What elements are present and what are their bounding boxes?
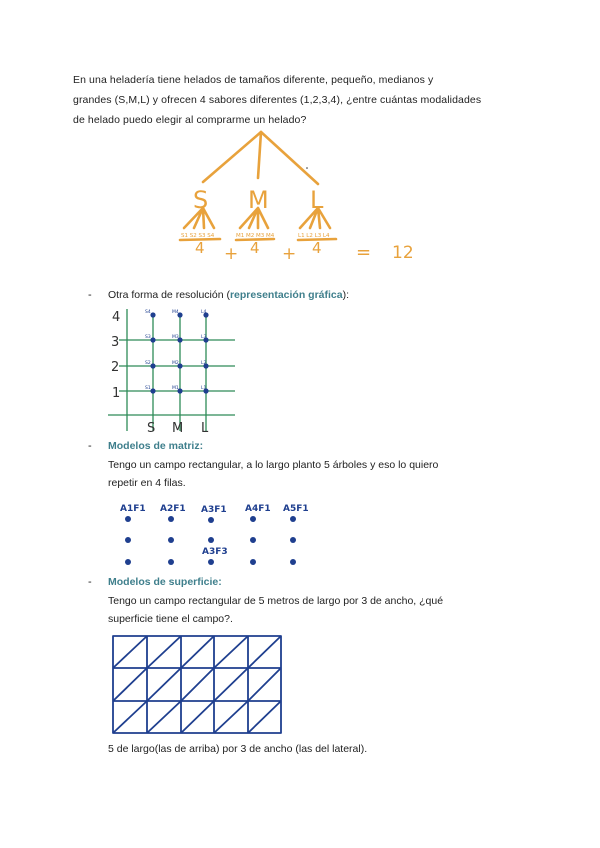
section1-text: Otra forma de resolución (	[108, 289, 230, 301]
matrix-label-5: A5F1	[283, 504, 309, 514]
tree-diagram	[170, 128, 430, 268]
grid-x-s: S	[147, 421, 156, 435]
section1-end: ):	[342, 289, 350, 301]
grid-x-m: M	[172, 421, 184, 435]
intro-line-1: En una heladería tiene helados de tamaños diferente, pequeño, medianos y	[73, 74, 434, 86]
grid-m1: M1	[172, 386, 179, 391]
intro-paragraph	[73, 70, 513, 130]
intro-line-3: de helado puedo elegir al comprarme un helado?	[73, 114, 307, 126]
tree-sub-m: M1 M2 M3 M4	[236, 233, 275, 239]
grid-x-l: L	[201, 421, 209, 435]
intro-line-2: grandes (S,M,L) y ofrecen 4 sabores diferentes (1,2,3,4), ¿entre cuántas modalidades	[73, 94, 482, 106]
section2-line-2: repetir en 4 filas.	[108, 477, 186, 489]
tree-eq: =	[356, 242, 372, 263]
grid-y-1: 1	[112, 386, 121, 401]
tree-size-m: M	[248, 186, 269, 214]
tree-n2: 4	[250, 239, 260, 257]
grid-y-4: 4	[112, 310, 121, 325]
stray-dot	[306, 167, 308, 169]
tree-sub-s: S1 S2 S3 S4	[181, 233, 215, 239]
tree-plus1: +	[224, 244, 239, 264]
matrix-label-3: A3F1	[201, 505, 227, 515]
grid-m2: M2	[172, 361, 179, 366]
matrix-label-2: A2F1	[160, 504, 186, 514]
matrix-label-mid: A3F3	[202, 547, 228, 557]
grid-m3: M3	[172, 335, 179, 340]
grid-m4: M4	[172, 310, 179, 315]
tree-plus2: +	[282, 244, 297, 264]
tree-n1: 4	[195, 239, 205, 257]
section1-link: representación gráfica	[229, 289, 343, 301]
section1-bullet: -	[88, 289, 92, 301]
matrix-label-1: A1F1	[120, 504, 146, 514]
tree-sub-l: L1 L2 L3 L4	[298, 233, 330, 239]
section1-heading	[108, 289, 349, 301]
matrix-diagram	[110, 498, 320, 570]
section2-line-1: Tengo un campo rectangular, a lo largo planto 5 árboles y eso lo quiero	[108, 459, 439, 471]
grid-diagram	[105, 305, 240, 435]
section3-caption: 5 de largo(las de arriba) por 3 de ancho (las del lateral).	[108, 743, 368, 755]
tree-total: 12	[392, 243, 414, 263]
matrix-label-4: A4F1	[245, 504, 271, 514]
section3-bullet: -	[88, 576, 92, 588]
section2-title: Modelos de matriz:	[108, 440, 204, 452]
section3-title: Modelos de superficie:	[108, 576, 222, 588]
tree-n3: 4	[312, 239, 322, 257]
grid-y-2: 2	[111, 360, 120, 375]
section3-line-2: superficie tiene el campo?.	[108, 613, 233, 625]
grid-l4: L4	[201, 310, 207, 315]
grid-s3: S3	[145, 335, 151, 340]
section2-bullet: -	[88, 440, 92, 452]
grid-s1: S1	[145, 386, 151, 391]
grid-l1: L1	[201, 386, 207, 391]
section3-line-1: Tengo un campo rectangular de 5 metros de largo por 3 de ancho, ¿qué	[108, 595, 444, 607]
grid-s4: S4	[145, 310, 151, 315]
grid-s2: S2	[145, 361, 151, 366]
surface-diagram	[110, 633, 286, 737]
tree-size-s: S	[193, 186, 209, 214]
grid-l2: L2	[201, 361, 207, 366]
tree-size-l: L	[310, 186, 324, 214]
grid-y-3: 3	[111, 335, 120, 350]
grid-l3: L3	[201, 335, 207, 340]
